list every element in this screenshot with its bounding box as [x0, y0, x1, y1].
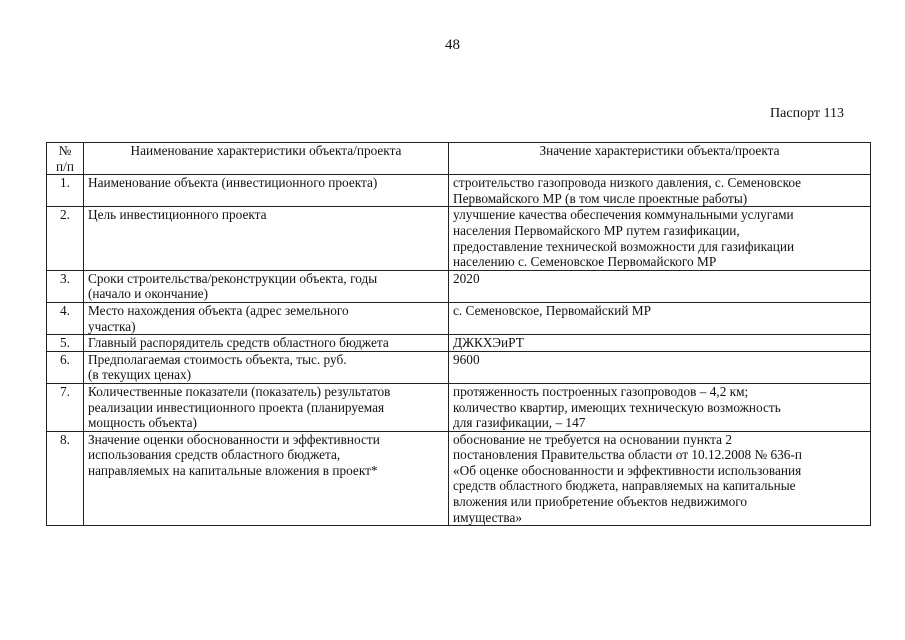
table-row [47, 431, 871, 526]
value-line: улучшение качества обеспечения коммунальными услугами [453, 207, 794, 223]
name-line: мощность объекта) [88, 415, 197, 431]
page-number: 48 [445, 37, 460, 53]
row-characteristic-name [84, 335, 449, 352]
table-row [47, 302, 871, 334]
table-header-row [47, 143, 871, 175]
row-number: 2. [47, 207, 84, 270]
row-characteristic-value [449, 431, 871, 526]
row-characteristic-name [84, 175, 449, 207]
value-line: с. Семеновское, Первомайский МР [453, 302, 652, 318]
table-row [47, 351, 871, 383]
header-number-line: № [58, 143, 72, 158]
value-line: обоснование не требуется на основании пункта 2 [453, 431, 733, 447]
value-line: предоставление технической возможности для газификации [453, 238, 795, 254]
name-line: (в текущих ценах) [88, 367, 192, 383]
value-line: «Об оценке обоснованности и эффективности использования [453, 462, 802, 478]
table-row [47, 175, 871, 207]
value-line: 2020 [453, 270, 480, 286]
row-characteristic-name [84, 207, 449, 270]
row-characteristic-value [449, 383, 871, 431]
table-row [47, 270, 871, 302]
row-characteristic-name [84, 302, 449, 334]
row-number: 4. [47, 302, 84, 334]
value-line: постановления Правительства области от 10.12.2008 № 636-п [453, 447, 802, 463]
name-line: Наименование объекта (инвестиционного проекта) [88, 175, 378, 191]
value-line: населению с. Семеновское Первомайского МР [453, 254, 717, 270]
header-characteristic-value: Значение характеристики объекта/проекта [449, 143, 871, 175]
name-line: участка) [88, 318, 136, 334]
name-line: Сроки строительства/реконструкции объекта, годы [88, 270, 378, 286]
table-body [47, 175, 871, 526]
row-number: 1. [47, 175, 84, 207]
value-line: количество квартир, имеющих техническую возможность [453, 399, 781, 415]
name-line: (начало и окончание) [88, 286, 209, 302]
row-characteristic-value [449, 335, 871, 352]
row-characteristic-name [84, 270, 449, 302]
name-line: Место нахождения объекта (адрес земельного [88, 302, 349, 318]
table-row [47, 335, 871, 352]
table-row [47, 383, 871, 431]
row-number: 6. [47, 351, 84, 383]
row-characteristic-value [449, 175, 871, 207]
value-line: строительство газопровода низкого давления, с. Семеновское [453, 175, 802, 191]
value-line: населения Первомайского МР путем газификации, [453, 222, 740, 238]
row-characteristic-name [84, 383, 449, 431]
row-number: 7. [47, 383, 84, 431]
value-line: для газификации, – 147 [453, 415, 586, 431]
header-number [47, 143, 84, 175]
row-characteristic-value [449, 270, 871, 302]
value-line: имущества» [453, 509, 523, 525]
name-line: Предполагаемая стоимость объекта, тыс. руб. [88, 351, 347, 367]
value-line: вложения или приобретение объектов недвижимого [453, 494, 748, 510]
row-characteristic-value [449, 351, 871, 383]
table-row [47, 207, 871, 270]
name-line: Количественные показатели (показатель) результатов [88, 383, 391, 399]
passport-label: Паспорт 113 [770, 106, 844, 121]
value-line: средств областного бюджета, направляемых на капитальные [453, 478, 796, 494]
row-number: 8. [47, 431, 84, 526]
row-number: 5. [47, 335, 84, 352]
name-line: Главный распорядитель средств областного бюджета [88, 335, 389, 351]
value-line: 9600 [453, 351, 480, 367]
row-characteristic-value [449, 302, 871, 334]
name-line: реализации инвестиционного проекта (планируемая [88, 399, 385, 415]
value-line: ДЖКХЭиРТ [453, 335, 524, 351]
row-characteristic-name [84, 351, 449, 383]
name-line: использования средств областного бюджета, [88, 447, 341, 463]
name-line: Значение оценки обоснованности и эффективности [88, 431, 380, 447]
value-line: протяженность построенных газопроводов – 4,2 км; [453, 383, 749, 399]
name-line: направляемых на капитальные вложения в проект* [88, 462, 378, 478]
header-number-line: п/п [56, 158, 74, 174]
row-number: 3. [47, 270, 84, 302]
row-characteristic-value [449, 207, 871, 270]
passport-table [46, 142, 871, 526]
name-line: Цель инвестиционного проекта [88, 207, 267, 223]
value-line: Первомайского МР (в том числе проектные работы) [453, 190, 748, 206]
header-characteristic-name: Наименование характеристики объекта/проекта [84, 143, 449, 175]
row-characteristic-name [84, 431, 449, 526]
